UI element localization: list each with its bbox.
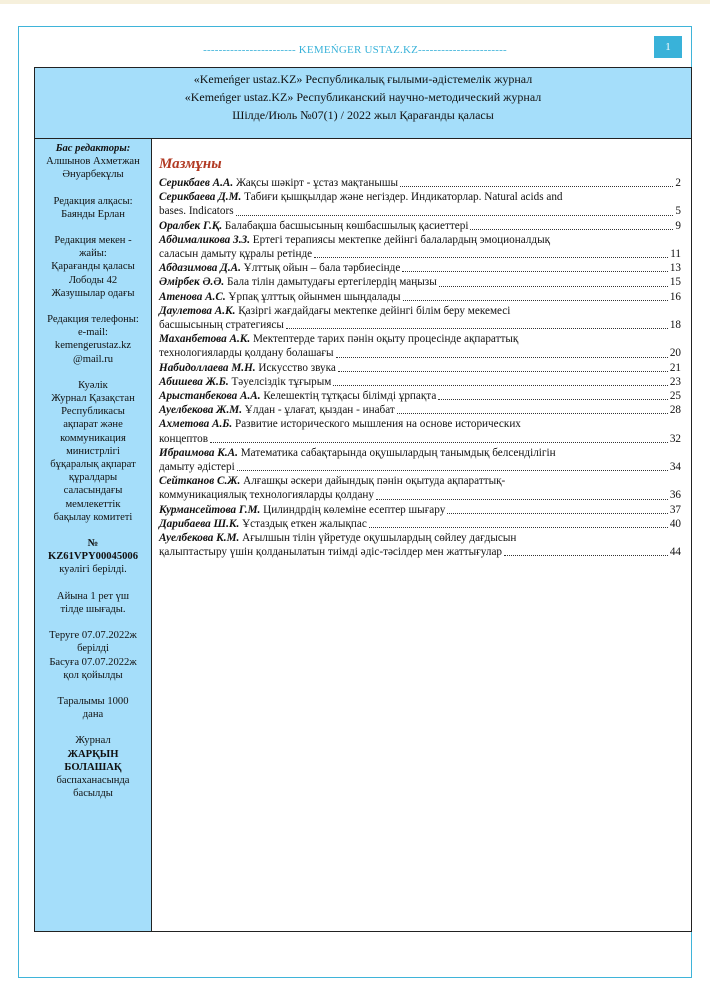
toc-entry-text: [159, 545, 502, 559]
toc-entry-title: Развитие исторического мышления на основе исторических: [234, 418, 521, 431]
toc-entry-text: [159, 375, 331, 389]
toc-entry-title: қалыптастыру үшін қолданылатын тиімді әдіс-тәсілдер мен жаттығулар: [159, 546, 502, 559]
toc-page-number: 25: [669, 390, 681, 403]
toc-entry-author: Дарибаева Ш.К.: [159, 517, 240, 530]
toc-entry-author: Маханбетова А.К.: [159, 333, 251, 346]
toc-leader-dots: [403, 300, 668, 301]
frequency-line: Айына 1 рет үш: [56, 590, 130, 602]
toc-entry-last-line: [159, 488, 681, 502]
toc-entry: [159, 219, 681, 233]
toc-entry-author: Сейтканов С.Ж.: [159, 475, 241, 488]
toc-leader-dots: [210, 442, 668, 443]
toc-entry-last-line: [159, 545, 681, 559]
running-header: ------------------------ KEMEŃGER USTAZ.KZ-----------------------: [203, 44, 507, 56]
toc-entry-title: Цилиндрдің көлеміне есептер шығару: [263, 503, 446, 516]
toc-entry-text: [159, 488, 374, 502]
toc-entry-text: [159, 531, 516, 545]
toc-entry-last-line: [159, 204, 681, 218]
toc-entry: [159, 389, 681, 403]
toc-entry-title: Бала тілін дамытудағы ертегілердің маңызы: [227, 276, 437, 289]
toc-entry-title: Ұстаздық еткен жалықпас: [242, 517, 367, 530]
registration-note: куәлігі берілді.: [59, 564, 127, 576]
toc-leader-dots: [397, 413, 668, 414]
toc-entry-title: Математика сабақтарында оқушылардың танымдық белсенділігін: [240, 446, 556, 459]
editor-name: Алшынов Ахметжан: [46, 156, 140, 168]
toc-entry-line: [159, 190, 681, 204]
toc-entry-text: [159, 389, 436, 403]
toc-entry-author: Ибраимова К.А.: [159, 446, 238, 459]
certificate-line: мемлекеттік: [65, 498, 121, 510]
circulation-line: дана: [82, 709, 104, 721]
toc-entry-line: [159, 304, 681, 318]
toc-page-number: 18: [669, 319, 681, 332]
journal-issue: Шілде/Июль №07(1) / 2022 жыл Қарағанды қаласы: [232, 108, 494, 122]
toc-entry: [159, 375, 681, 389]
toc-entry-title: дамыту әдістері: [159, 461, 235, 474]
toc-entry-text: [159, 332, 518, 346]
toc-entry-text: [159, 204, 234, 218]
toc-entry-last-line: [159, 403, 681, 417]
toc-entry-text: [159, 403, 395, 417]
board-label: Редакция алқасы:: [53, 195, 133, 207]
address-line: Лободы 42: [68, 274, 118, 286]
toc-entry-title: Мектептерде тарих пәнін оқыту процесінде ақпараттық: [252, 333, 519, 346]
toc-entry-author: Арыстанбекова А.А.: [159, 390, 261, 403]
toc-entry-text: [159, 304, 510, 318]
circulation-line: Таралымы 1000: [57, 695, 129, 707]
toc-leader-dots: [237, 470, 668, 471]
toc-leader-dots: [447, 513, 668, 514]
toc-entry: [159, 176, 681, 190]
address-label: жайы:: [79, 248, 107, 260]
toc-leader-dots: [438, 399, 668, 400]
toc-entry-last-line: [159, 460, 681, 474]
toc-leader-dots: [400, 186, 673, 187]
toc-entry-author: Ауелбекова Ж.М.: [159, 404, 242, 417]
toc-entry-title: коммуникациялық технологияларды қолдану: [159, 489, 374, 502]
toc-page-number: 20: [669, 347, 681, 360]
toc-page-number: 44: [669, 546, 681, 559]
toc-page-number: 37: [669, 503, 681, 516]
toc-entry-line: [159, 446, 681, 460]
toc-entry: [159, 190, 681, 218]
toc-entry-title: Ұлттық ойын – бала тәрбиесінде: [243, 262, 401, 275]
certificate-line: құралдары: [68, 472, 118, 484]
toc-entry-author: Ауелбекова К.М.: [159, 532, 240, 545]
toc-entry: [159, 361, 681, 375]
toc-entry-text: [159, 219, 468, 233]
toc-entry-last-line: [159, 503, 681, 517]
certificate-line: ақпарат және: [63, 419, 123, 431]
toc-entry-title: Балабақша басшысының көшбасшылық қасиеттері: [224, 219, 469, 232]
toc-entry-line: [159, 417, 681, 431]
toc-entry: [159, 233, 681, 261]
print-date-line: Басуға 07.07.2022ж: [49, 656, 137, 668]
toc-leader-dots: [333, 385, 667, 386]
editor-name: Әнуарбекұлы: [62, 169, 124, 181]
print-date-line: берілді: [77, 643, 109, 655]
toc-entry-author: Абишева Ж.Б.: [159, 375, 229, 388]
frequency-line: тілде шығады.: [60, 603, 126, 615]
toc-entry-last-line: [159, 389, 681, 403]
toc-entry: [159, 290, 681, 304]
toc-entry-title: Алғашқы әскери дайындық пәнін оқытуда ақпараттық-: [243, 475, 506, 488]
toc-entry-text: [159, 290, 401, 304]
toc-leader-dots: [439, 286, 668, 287]
toc-entry-text: [159, 474, 505, 488]
toc-entry-line: [159, 233, 681, 247]
publisher-line: басылды: [73, 788, 113, 800]
toc-leader-dots: [369, 527, 668, 528]
toc-entry-title: Тәуелсіздік тұғырым: [231, 375, 332, 388]
top-strip: [0, 0, 710, 4]
board-name: Баянды Ерлан: [61, 208, 125, 220]
toc-entry-title: технологияларды қолдану болашағы: [159, 347, 334, 360]
toc-entry-author: Атенова А.С.: [159, 290, 226, 303]
registration-label: №: [87, 538, 99, 550]
publisher-name: ЖАРҚЫН: [67, 748, 119, 760]
toc-entry: [159, 332, 681, 360]
toc-title: Мазмұны: [159, 156, 222, 172]
journal-title-ru: «Kemeńger ustaz.KZ» Республиканский научно-методический журнал: [184, 90, 542, 104]
toc-leader-dots: [338, 371, 668, 372]
certificate-line: Куәлік: [78, 379, 108, 391]
toc-entry-text: [159, 275, 437, 289]
toc-entry: [159, 517, 681, 531]
toc-page-number: 2: [675, 177, 681, 189]
toc-entry-title: Ұлдан - ұлағат, қыздан - инабат: [244, 404, 395, 417]
toc-leader-dots: [376, 499, 668, 500]
contents-panel: [151, 138, 692, 932]
toc-leader-dots: [314, 257, 668, 258]
toc-entry-title: Келешектің тұтқасы білімді ұрпақта: [263, 390, 437, 403]
toc-entry-title: Жақсы шәкірт - ұстаз мақтанышы: [235, 177, 398, 189]
toc-entry-last-line: [159, 361, 681, 375]
toc-entry-line: [159, 531, 681, 545]
toc-leader-dots: [236, 215, 674, 216]
toc-entry: [159, 304, 681, 332]
toc-entry-title: саласын дамыту құралы ретінде: [159, 248, 313, 261]
toc-entry: [159, 403, 681, 417]
toc-entry-text: [159, 460, 235, 474]
publisher-line: Журнал: [75, 735, 111, 747]
toc-entry-last-line: [159, 247, 681, 261]
toc-entry-title: концептов: [159, 432, 209, 445]
toc-entry-author: Абдазимова Д.А.: [159, 262, 241, 275]
toc-entry-title: Табиғи қышқылдар және негіздер. Индикаторлар. Natural acids and: [244, 191, 563, 204]
toc-entry-last-line: [159, 219, 681, 233]
editor-label: Бас редакторы:: [55, 143, 131, 154]
publisher-line: баспаханасында: [56, 774, 130, 786]
toc-entry-text: [159, 503, 445, 517]
toc-page-number: 5: [675, 205, 681, 218]
address-label: Редакция мекен -: [54, 235, 132, 247]
toc-entry-text: [159, 261, 400, 275]
toc-leader-dots: [470, 229, 673, 230]
toc-entry-text: [159, 361, 336, 375]
toc-entry-last-line: [159, 261, 681, 275]
address-line: Қарағанды қаласы: [51, 261, 135, 273]
toc-leader-dots: [504, 555, 668, 556]
toc-page-number: 36: [669, 489, 681, 502]
toc-leader-dots: [402, 271, 667, 272]
toc-entry-text: [159, 517, 367, 531]
toc-entry-text: [159, 346, 334, 360]
toc-entry-last-line: [159, 346, 681, 360]
toc-entry-author: Набидоллаева М.Н.: [159, 361, 256, 374]
toc-entry-last-line: [159, 176, 681, 190]
toc-page-number: 32: [669, 432, 681, 445]
toc-entry: [159, 531, 681, 559]
print-date-line: Теруге 07.07.2022ж: [49, 630, 137, 642]
certificate-line: коммуникация: [60, 432, 126, 444]
toc-entry-title: Ертегі терапиясы мектепке дейінгі балалардың эмоционалдық: [252, 233, 551, 246]
toc-entry-title: Ағылшын тілін үйретуде оқушылардың сөйлеу дағдысын: [242, 532, 517, 545]
address-line: Жазушылар одағы: [51, 287, 135, 299]
certificate-line: бұқаралық ақпарат: [50, 459, 136, 471]
toc-entry-title: басшысының стратегиясы: [159, 319, 284, 332]
toc-page-number: 23: [669, 375, 681, 388]
toc-page-number: 28: [669, 404, 681, 417]
email-address: kemengerustaz.kz: [54, 340, 132, 352]
toc-entry-text: [159, 432, 208, 446]
toc-entry: [159, 261, 681, 275]
toc-leader-dots: [336, 357, 668, 358]
toc-entry-last-line: [159, 375, 681, 389]
toc-entry: [159, 446, 681, 474]
toc-page-number: 16: [669, 290, 681, 303]
toc-entry-author: Серикбаева Д.М.: [159, 191, 242, 204]
toc-entry-line: [159, 332, 681, 346]
certificate-line: бақылау комитеті: [53, 511, 133, 523]
toc-page-number: 13: [669, 262, 681, 275]
toc-entry-author: Абдималикова З.З.: [159, 233, 250, 246]
toc-entry-last-line: [159, 432, 681, 446]
toc-entry-author: Әмірбек Ә.Ә.: [159, 276, 225, 289]
toc-entry-title: Қазіргі жағдайдағы мектепке дейінгі білім беру мекемесі: [238, 304, 511, 317]
toc-entry-text: [159, 233, 550, 247]
certificate-line: министрлігі: [66, 445, 120, 457]
email-label: e-mail:: [77, 327, 108, 339]
toc-leader-dots: [286, 328, 668, 329]
certificate-line: Журнал Қазақстан: [51, 393, 135, 405]
page-number-badge: 1: [654, 36, 682, 58]
toc-page-number: 34: [669, 461, 681, 474]
toc-entry-text: [159, 417, 521, 431]
toc-page-number: 11: [670, 248, 681, 261]
toc-entry-last-line: [159, 318, 681, 332]
toc-entry-line: [159, 474, 681, 488]
print-date-line: қол қойылды: [63, 669, 123, 681]
toc-entry: [159, 474, 681, 502]
registration-number: KZ61VPY00045006: [47, 551, 139, 563]
toc-entry-author: Оралбек Г.Қ.: [159, 219, 223, 232]
toc-entry: [159, 417, 681, 445]
toc-entry-title: Искусство звука: [258, 361, 336, 374]
phone-label: Редакция телефоны:: [47, 314, 139, 326]
toc-entry-title: Ұрпақ ұлттық ойынмен шыңдалады: [228, 290, 401, 303]
toc-entry-last-line: [159, 290, 681, 304]
toc-entry: [159, 275, 681, 289]
toc-entry-author: Ахметова А.Б.: [159, 418, 233, 431]
toc-page-number: 15: [669, 276, 681, 289]
toc-entry-author: Курмансейтова Г.М.: [159, 503, 261, 516]
toc-entry-title: bases. Indicators: [159, 205, 234, 218]
toc-entry-text: [159, 247, 312, 261]
toc-entry-last-line: [159, 275, 681, 289]
toc-entry-author: Серикбаев А.А.: [159, 177, 234, 189]
email-address: @mail.ru: [72, 353, 114, 365]
toc-page-number: 21: [669, 361, 681, 374]
toc-entry-last-line: [159, 517, 681, 531]
publisher-name: БОЛАШАҚ: [64, 761, 122, 773]
certificate-line: Республикасы: [61, 406, 125, 418]
toc-entry-author: Даулетова А.К.: [159, 304, 236, 317]
toc-entry-text: [159, 446, 556, 460]
toc-entry: [159, 503, 681, 517]
journal-title-kz: «Kemeńger ustaz.KZ» Республикалық ғылыми-әдістемелік журнал: [193, 72, 533, 86]
toc-page-number: 9: [675, 219, 681, 232]
journal-info-block: [34, 67, 692, 139]
editorial-sidebar: [34, 138, 152, 932]
toc-entry-text: [159, 190, 563, 204]
toc-page-number: 40: [669, 517, 681, 530]
toc-entry-text: [159, 318, 284, 332]
certificate-line: саласындағы: [63, 485, 123, 497]
toc-list: [159, 176, 681, 559]
toc-entry-text: [159, 176, 398, 190]
